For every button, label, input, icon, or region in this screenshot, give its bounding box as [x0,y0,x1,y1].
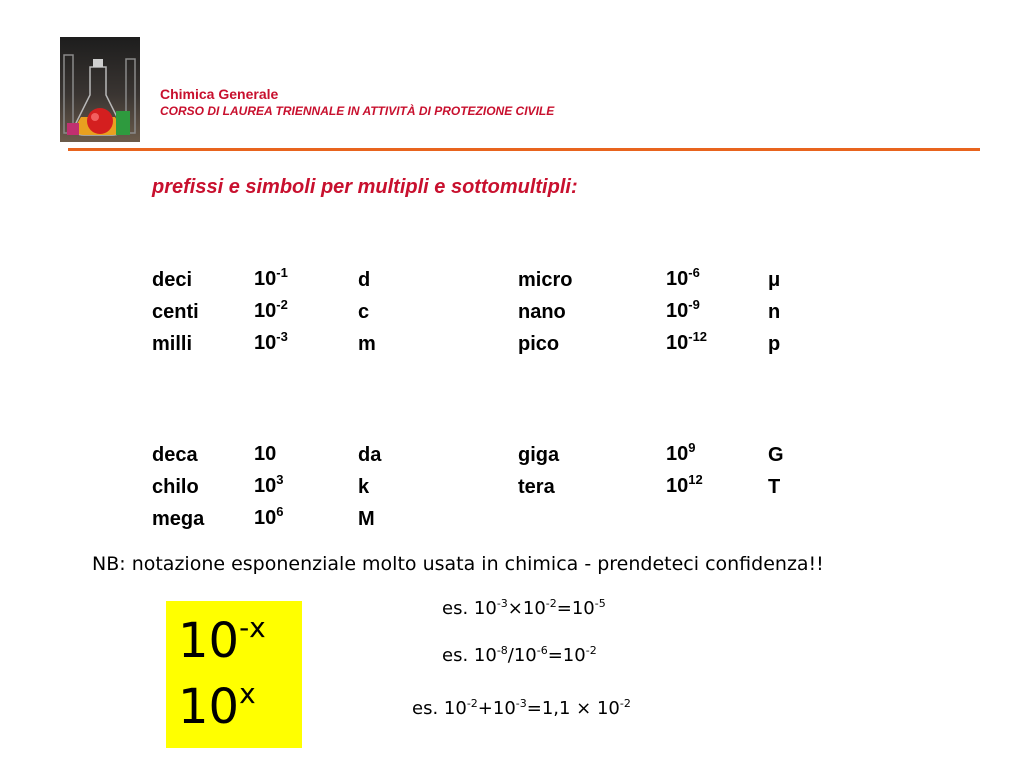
prefix-power: $10^{-9}$ [666,297,700,322]
prefix-power: $10^9$ [666,440,696,465]
table-row [152,328,808,360]
multiples-table [152,439,808,535]
negative-exponent-formula: $10^{-x}$ [178,611,266,669]
prefix-name: mega [152,508,205,530]
table-row [152,296,808,328]
prefix-name: chilo [152,476,199,498]
power-exponent: -3 [276,329,288,344]
prefix-symbol: da [358,444,382,466]
prefix-name: pico [518,333,560,355]
power-exponent: 12 [688,472,703,487]
prefix-power: $10^{-2}$ [254,297,288,322]
table-row [152,264,808,296]
prefix-name: milli [152,333,193,355]
prefix-symbol: c [358,301,370,323]
example-addition: es. $10^{-2}+10^{-3}=1,1 \times 10^{-2}$ [412,697,631,719]
prefix-symbol: M [358,508,375,530]
header-divider [68,148,980,151]
prefix-symbol: G [768,444,784,466]
prefix-name: deci [152,269,193,291]
prefix-symbol: T [768,476,781,498]
prefix-power: $10^6$ [254,504,284,529]
power-exponent: -12 [688,329,708,344]
prefix-symbol: p [768,333,781,355]
lab-glassware-icon [60,37,140,142]
course-title: Chimica Generale [160,86,279,102]
prefix-power: $10^{-1}$ [254,265,288,290]
power-exponent: 9 [688,440,696,455]
prefix-power: $10^3$ [254,472,284,497]
course-subtitle: CORSO DI LAUREA TRIENNALE IN ATTIVITÀ DI PROTEZIONE CIVILE [160,104,555,118]
prefix-power: $10^{12}$ [666,472,703,497]
power-exponent: 3 [276,472,284,487]
prefix-symbol [768,503,808,535]
positive-exponent-formula: 10$^x$ [178,677,256,735]
exponential-notation-note: NB: notazione esponenziale molto usata in chimica - prendeteci confidenza!! [92,553,824,575]
power-exponent: -6 [688,265,700,280]
table-row [152,439,808,471]
prefix-symbol: n [768,301,781,323]
example-division: es. $10^{-8}/10^{-6}=10^{-2}$ [442,644,597,666]
prefix-power: $10^{-3}$ [254,329,288,354]
prefix-power [666,503,768,535]
prefix-symbol: k [358,476,370,498]
prefix-name: deca [152,444,198,466]
prefix-name: tera [518,476,555,498]
prefix-symbol: d [358,269,371,291]
power-exponent: 6 [276,504,284,519]
table-row [152,503,808,535]
example-multiplication: es. $10^{-3}\times 10^{-2}=10^{-5}$ [442,597,606,619]
prefix-name [518,503,666,535]
prefix-power: $10^{-6}$ [666,265,700,290]
submultiples-table [152,264,808,360]
prefix-symbol: m [358,333,376,355]
prefix-name: giga [518,444,560,466]
prefix-name: nano [518,301,566,323]
power-exponent: -1 [276,265,288,280]
power-exponent: -2 [276,297,288,312]
table-row [152,471,808,503]
power-exponent: -9 [688,297,700,312]
prefix-power: 10 [254,443,277,465]
exponent-highlight-box [166,601,302,748]
prefix-name: micro [518,269,573,291]
prefix-name: centi [152,301,199,323]
section-title: prefissi e simboli per multipli e sottomultipli: [152,176,578,198]
prefix-power: $10^{-12}$ [666,329,708,354]
prefix-symbol: μ [768,269,781,291]
